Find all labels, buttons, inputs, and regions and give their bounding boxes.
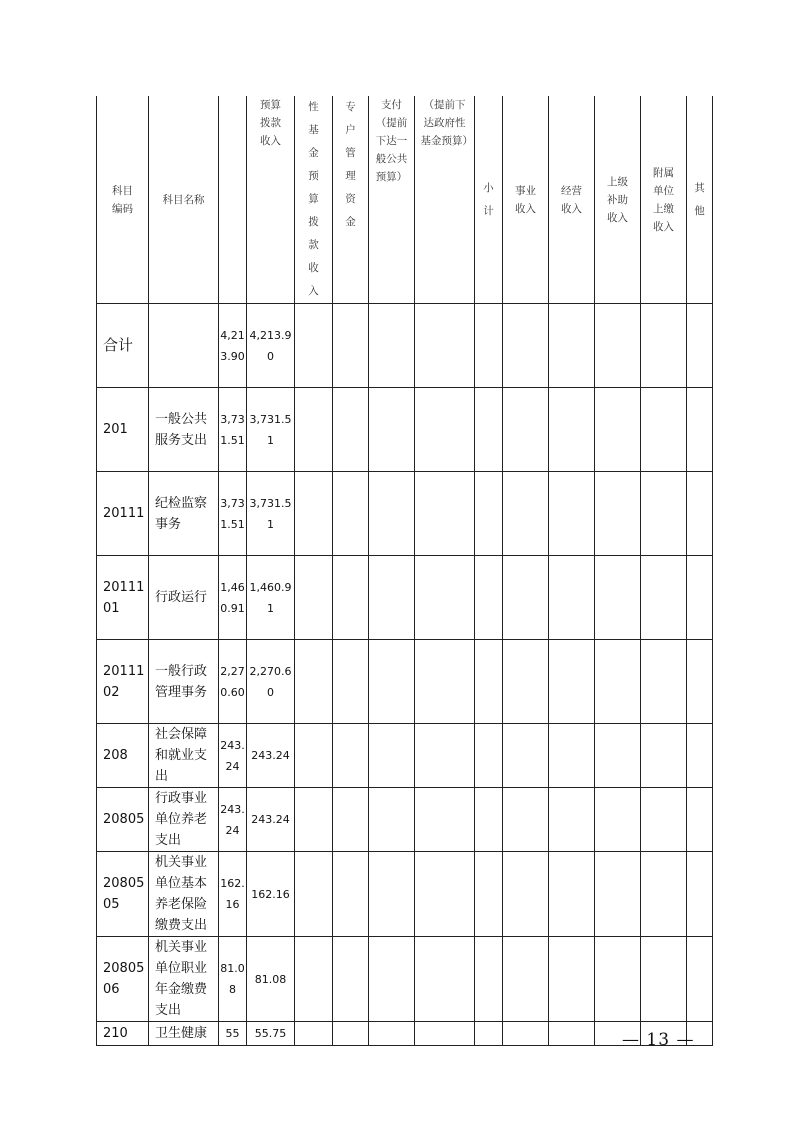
header-operating-income: 经营收入 [549, 96, 595, 304]
header-advance-public: 支付（提前下达一般公共预算） [369, 96, 415, 304]
row-name: 卫生健康 [149, 1022, 219, 1046]
row-budget: 3,731.51 [247, 472, 295, 556]
row-total: 2,270.60 [219, 640, 247, 724]
row-budget: 243.24 [247, 788, 295, 852]
row-budget: 55.75 [247, 1022, 295, 1046]
row-budget: 2,270.60 [247, 640, 295, 724]
table-row [97, 556, 713, 640]
row-code: 2011101 [97, 556, 149, 640]
row-name: 机关事业单位职业年金缴费支出 [149, 937, 219, 1022]
row-code [149, 304, 219, 388]
row-name: 行政运行 [149, 556, 219, 640]
header-fund-budget: 性基金预算拨款收入 [295, 96, 333, 304]
table-row [97, 724, 713, 788]
header-code: 科目编码 [97, 96, 149, 304]
header-subsidiary-remit: 附属单位上缴收入 [641, 96, 687, 304]
row-budget: 162.16 [247, 852, 295, 937]
header-budget-grant: 预算拨款收入 [247, 96, 295, 304]
budget-table [96, 96, 713, 1046]
header-name: 科目名称 [149, 96, 219, 304]
row-code: 201 [97, 388, 149, 472]
row-total: 81.08 [219, 937, 247, 1022]
row-total: 162.16 [219, 852, 247, 937]
row-name: 行政事业单位养老支出 [149, 788, 219, 852]
row-budget: 243.24 [247, 724, 295, 788]
row-total: 55 [219, 1022, 247, 1046]
table-row [97, 1022, 713, 1046]
row-name: 纪检监察事务 [149, 472, 219, 556]
table-row [97, 937, 713, 1022]
row-budget: 1,460.91 [247, 556, 295, 640]
page-number: — 13 — [622, 1030, 695, 1050]
row-code: 2080506 [97, 937, 149, 1022]
table-row [97, 388, 713, 472]
row-name: 一般行政管理事务 [149, 640, 219, 724]
row-code: 210 [97, 1022, 149, 1046]
row-code: 20805 [97, 788, 149, 852]
table-row [97, 852, 713, 937]
row-name: 社会保障和就业支出 [149, 724, 219, 788]
row-total: 4,213.90 [219, 304, 247, 388]
header-business-income: 事业收入 [503, 96, 549, 304]
header-subtotal: 小计 [475, 96, 503, 304]
row-code: 2080505 [97, 852, 149, 937]
header-special-account: 专户管理资金 [333, 96, 369, 304]
header-superior-subsidy: 上级补助收入 [595, 96, 641, 304]
row-name: 一般公共服务支出 [149, 388, 219, 472]
row-budget: 4,213.90 [247, 304, 295, 388]
row-total: 1,460.91 [219, 556, 247, 640]
row-budget: 3,731.51 [247, 388, 295, 472]
row-budget: 81.08 [247, 937, 295, 1022]
header-advance-fund: （提前下达政府性基金预算） [415, 96, 475, 304]
row-code: 20111 [97, 472, 149, 556]
row-total: 243.24 [219, 788, 247, 852]
table-row [97, 304, 713, 388]
row-code: 208 [97, 724, 149, 788]
table-row [97, 788, 713, 852]
header-other: 其他 [687, 96, 713, 304]
row-code: 2011102 [97, 640, 149, 724]
row-total: 3,731.51 [219, 472, 247, 556]
row-name: 机关事业单位基本养老保险缴费支出 [149, 852, 219, 937]
row-name-total: 合计 [97, 304, 149, 388]
row-total: 3,731.51 [219, 388, 247, 472]
row-total: 243.24 [219, 724, 247, 788]
header-total [219, 96, 247, 304]
header-row [97, 96, 713, 304]
table-row [97, 640, 713, 724]
table-row [97, 472, 713, 556]
